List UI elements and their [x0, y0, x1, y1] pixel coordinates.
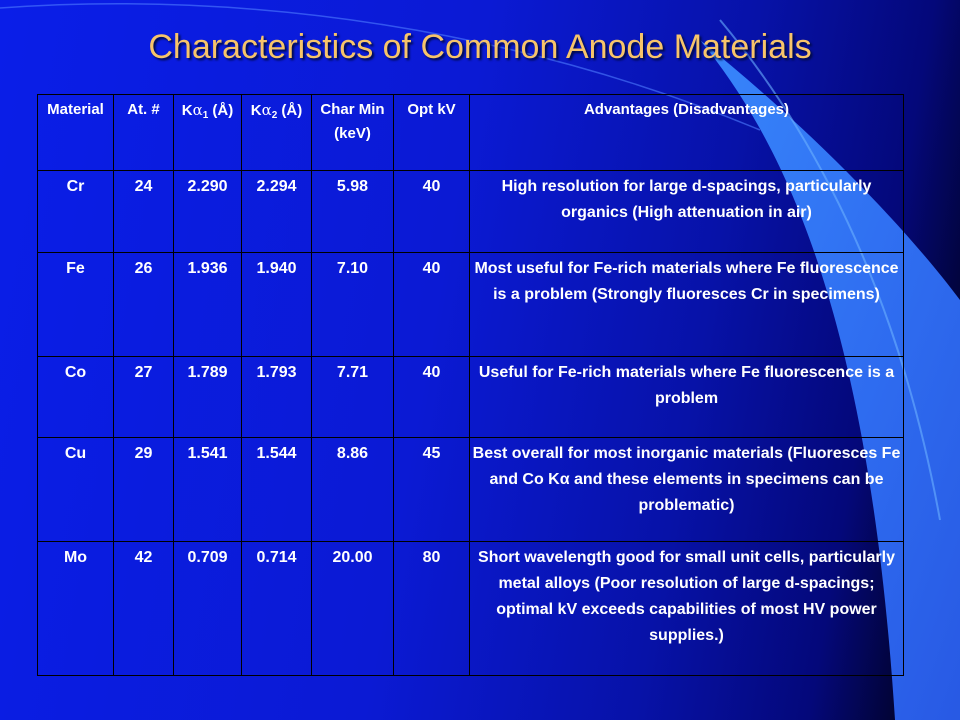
- cell-ka1: 0.709: [174, 541, 242, 675]
- header-ka2: $K\alpha_2$ (Å): [242, 95, 312, 171]
- header-atomic-number: At. #: [114, 95, 174, 171]
- cell-advantages: Useful for Fe-rich materials where Fe fluorescence is a problem: [470, 357, 904, 437]
- cell-ka2: 1.793: [242, 357, 312, 437]
- cell-atomic-number: 26: [114, 253, 174, 357]
- cell-ka1: 2.290: [174, 171, 242, 253]
- table-row: [38, 437, 904, 541]
- cell-ka2: 2.294: [242, 171, 312, 253]
- cell-opt-kv: 40: [394, 357, 470, 437]
- table-row: [38, 357, 904, 437]
- cell-char-min: 7.71: [312, 357, 394, 437]
- header-char-min: Char Min (keV): [312, 95, 394, 171]
- cell-opt-kv: 80: [394, 541, 470, 675]
- cell-advantages: Most useful for Fe-rich materials where Fe fluorescence is a problem (Strongly fluoresces Cr in specimens): [470, 253, 904, 357]
- table-body: [38, 171, 904, 676]
- cell-char-min: 8.86: [312, 437, 394, 541]
- table-row: [38, 253, 904, 357]
- table-row: [38, 171, 904, 253]
- header-opt-kv: Opt kV: [394, 95, 470, 171]
- cell-material: Cr: [38, 171, 114, 253]
- cell-atomic-number: 42: [114, 541, 174, 675]
- cell-advantages: Best overall for most inorganic materials (Fluoresces Fe and Co Kα and these elements in specimens can be problematic): [470, 437, 904, 541]
- header-ka1: $K\alpha_1$ (Å): [174, 95, 242, 171]
- cell-material: Cu: [38, 437, 114, 541]
- header-advantages: Advantages (Disadvantages): [470, 95, 904, 171]
- slide-title: Characteristics of Common Anode Materials: [148, 28, 812, 66]
- cell-material: Fe: [38, 253, 114, 357]
- cell-ka2: 0.714: [242, 541, 312, 675]
- cell-atomic-number: 29: [114, 437, 174, 541]
- cell-atomic-number: 24: [114, 171, 174, 253]
- cell-char-min: 20.00: [312, 541, 394, 675]
- cell-advantages: High resolution for large d-spacings, particularly organics (High attenuation in air): [470, 171, 904, 253]
- cell-ka2: 1.544: [242, 437, 312, 541]
- cell-ka1: 1.936: [174, 253, 242, 357]
- cell-opt-kv: 45: [394, 437, 470, 541]
- cell-ka2: 1.940: [242, 253, 312, 357]
- cell-material: Mo: [38, 541, 114, 675]
- cell-ka1: 1.789: [174, 357, 242, 437]
- cell-opt-kv: 40: [394, 253, 470, 357]
- table-row: [38, 541, 904, 675]
- cell-opt-kv: 40: [394, 171, 470, 253]
- cell-material: Co: [38, 357, 114, 437]
- cell-ka1: 1.541: [174, 437, 242, 541]
- cell-char-min: 7.10: [312, 253, 394, 357]
- cell-char-min: 5.98: [312, 171, 394, 253]
- header-row: [38, 95, 904, 171]
- anode-materials-table: [37, 94, 904, 676]
- cell-atomic-number: 27: [114, 357, 174, 437]
- cell-advantages: Short wavelength good for small unit cells, particularly metal alloys (Poor resolution of large d-spacings; optimal kV exceeds capabilities of most HV power supplies.): [470, 541, 904, 675]
- header-material: Material: [38, 95, 114, 171]
